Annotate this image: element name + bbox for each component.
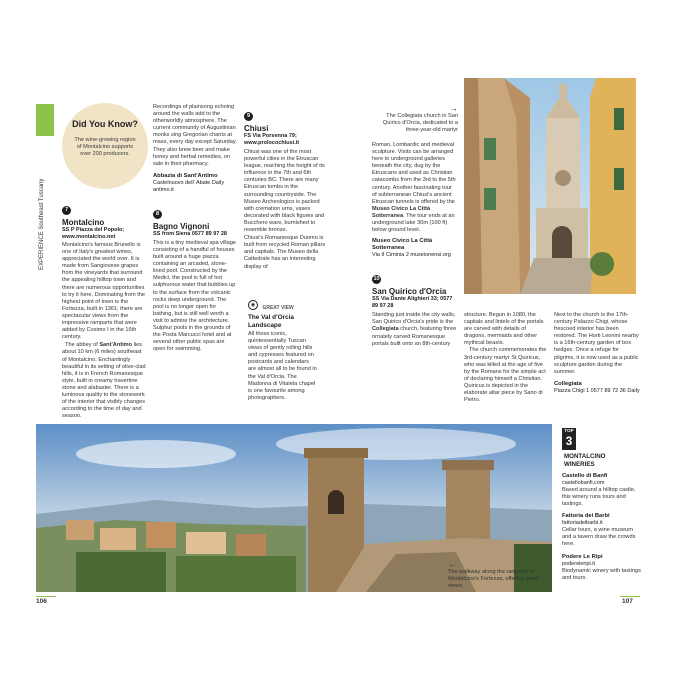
winery-3-name: Podere Le Ripi [562,553,603,560]
page-rule-left [36,596,56,597]
column-2 [153,104,237,353]
arrow-left-icon: ← [448,560,456,569]
bagno-vignoni-info: SS from Siena 0577 89 97 28 [153,230,227,237]
winery-3-url: podereleripi.it [562,560,596,567]
column-6 [554,312,640,395]
san-quirico-text: Standing just inside the city walls, San Quirico d'Orcia's pride is the Collegiata church, featuring three ornately carved Romanesque portals built onto an 8th-century [372,312,457,347]
fortezza-photo-caption: The walkway along the ramparts of Montalcino's Fortezza, offering great views [448,569,539,589]
column-2-paragraph: Recordings of plainsong echoing around the walls add to the otherworldly atmosphere. The current community of Augustinian monks sing Gregorian chants at mass, every day except Saturday. They also brew beer and make honey and herbal remedies, on sale in their pharmacy. [153,104,237,167]
winery-2-url: fattoriadeibarbi.it [562,520,603,527]
montalcino-paragraph-2: The abbey of Sant'Antimo lies about 10 km (6 miles) southeast of Montalcino. Enchantingly beautiful in its setting of olive-clad hills, it is in French Romanesque style, built in creamy travertine stone and alabaster. There is a luminous quality to the stonework of the interior that visibly changes according to the time of day and season. [62,342,146,420]
page-number-right: 107 [622,598,633,605]
san-quirico-title: San Quirico d'Orcia [372,287,447,297]
top-3-wineries [562,428,642,590]
column-5-paragraph-1: structure. Begun in 1080, the capitals and lintels of the portals are carved with details of dragons, mermaids and other mythical beasts. [464,312,544,347]
chiusi-section [244,104,328,272]
chiusi-title: Chiusi [244,124,269,133]
winery-1-url: castellobanfi.com [562,480,605,486]
column-6-paragraph: Next to the church is the 17th-century Palazzo Chigi, whose frescoed interior has been restored. The Horti Leonini nearby is a 16th-century garden of box hedges. Once a refuge for pilgrims, it is now used as a public sculpture garden during the summer. [554,312,639,375]
winery-1-text: Based around a hilltop castle, this winery runs tours and tastings. [562,487,636,508]
did-you-know-title: Did You Know? [72,119,138,129]
fortezza-caption-box [448,560,548,590]
entry-number: 8 [153,210,162,219]
winery-2-text: Cellar tours, a wine museum and a tavern draw the crowds here. [562,527,636,548]
top-3-title: MONTALCINO WINERIES [564,453,606,468]
collegiata-title: Collegiata [554,380,582,387]
did-you-know-body: The wine-growing region of Montalcino supports over 200 producers. [74,137,136,157]
museo-civico-info: Via II Ciminia 2 museionensi.org [372,252,451,259]
column-4 [372,104,458,348]
collegiata-photo [464,78,636,294]
column-5 [464,312,548,404]
great-view-callout [248,296,318,400]
winery-2-name: Fattoria dei Barbi [562,513,610,520]
montalcino-info: SS P Piazza del Popolo; www.montalcino.net [62,227,125,240]
chiusi-paragraph-2: Chiusi's Romanesque Duomo is built from recycled Roman pillars and capitals. The Museo della Cattedrale has an interesting display of [244,235,326,270]
abbazia-info: Castelnuovo dell' Abate Daily antimo.it [153,179,225,193]
column-5-paragraph-2: The church commemorates the 3rd-century martyr St Quiricus, who was killed at the age of five by the Romans for the simple act of declaring himself a Christian. Quiricus is depicted in the elaborate altar piece by Sano di Pietro. [464,347,547,404]
callout-body: All those iconic, quintessentially Tuscan views of gently rolling hills and cypresses featured on postcards and calendars are almost all to be found in the Val d'Orcia. The Madonna di Vitaleta chapel is one favourite among photographers. [248,331,317,401]
page-number-left: 106 [36,598,47,605]
museo-civico-title: Museo Civico La Città Sotterranea [372,238,433,252]
column-4-paragraph: Roman, Lombardic and medieval sculpture. Visits can be arranged here to underground galleries beneath the city, dug by the Etruscans and used as Christian catacombs from the 3rd to the 5th century. Another fascinating tour of subterranean Chiusi's ancient Etruscan tunnels is offered by the Museo Civico La Città Sotterranea. The tour ends at an underground lake 30m (100 ft) below ground level. [372,142,456,234]
did-you-know-box [62,103,148,189]
callout-title: The Val d'Orcia Landscape [248,314,294,329]
abbazia-title: Abbazia di Sant'Antimo [153,172,218,179]
chiusi-paragraph-1: Chiusi was one of the most powerful cities in the Etruscan league, reaching the height of its influence in the 7th and 6th centuries BC. There are many Etruscan tombs in the surrounding countryside. The Museo Archeologico is packed with cremation urns, vases decorated with black figures and Bucchero ware, burnished to resemble bronze. [244,149,325,234]
section-label: EXPERIENCE Southeast Tuscany [39,178,45,270]
winery-3-text: Biodynamic winery with tastings and tours. [562,567,641,581]
winery-1-name: Castello di Banfi [562,473,608,479]
arrow-right-icon: → [450,104,458,113]
san-quirico-info: SS Via Dante Alighieri 33; 0577 89 97 28 [372,296,453,310]
bagno-vignoni-text: This is a tiny medieval spa village consisting of a handful of houses built around a huge piazza containing an arcaded, stone-lined pool. Constructed by the Medici, the pool is full of hot sulphurous water that bubbles up to the surface from the volcanic rocks deep underground. The pool is no longer open for bathing, but is still well worth a visit to admire the architecture. Sulphur pools in the grounds of the Posta Marcucci hotel and at several other public spas are open for swimming. [153,239,237,353]
montalcino-paragraph-1: Montalcino's famous Brunello is one of Italy's greatest wines, appreciated the world over. It is made from Sangiovese grapes from the vineyards that surround the appealing hilltop town and there are numerous opportunities to try it here. Dominating from the highest point of town is the Fortezza, built in 1361; there are spectacular views from the impressive ramparts that were added by Cosimo I in the 16th century. [62,242,146,341]
collegiata-info: Piazza Chigi 1 0577 89 72 36 Daily [554,387,640,394]
entry-number: 10 [373,276,380,283]
section-color-tab [36,104,54,136]
chiusi-info: FS Via Porsenna 79; www.prolocochiusi.it [244,133,300,146]
collegiata-photo-caption: The Collegiata church in San Quirico d'Orcia, dedicated to a three-year-old martyr [382,113,458,133]
camera-icon: ◉ [248,300,258,310]
montalcino-title: Montalcino [62,218,105,227]
montalcino-section [62,198,146,421]
bagno-vignoni-title: Bagno Vignoni [153,221,210,231]
callout-label: GREAT VIEW [262,305,294,311]
top-3-badge: TOP 3 [562,428,576,450]
entry-number: 7 [62,206,71,215]
entry-number: 9 [244,112,253,121]
page-rule-right [620,596,640,597]
